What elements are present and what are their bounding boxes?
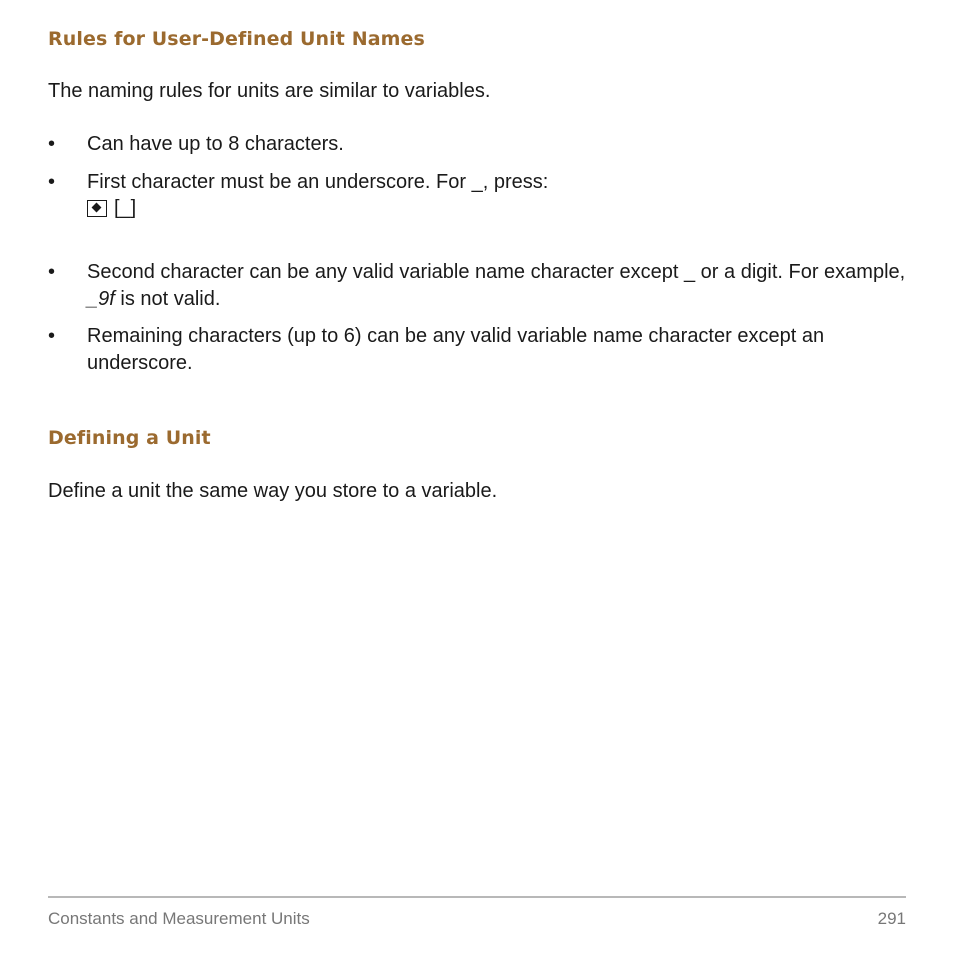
bullet-text: Second character can be any valid variable name character except _ or a digit. For example, _9f is not valid.: [87, 261, 906, 310]
bullet-dot: •: [48, 133, 56, 155]
bullet-item: [48, 323, 908, 377]
bullet-dot: •: [48, 171, 56, 193]
example-unit-name: _9f: [87, 288, 115, 310]
bullet-dot: •: [48, 261, 56, 283]
bullet-text: Remaining characters (up to 6) can be any valid variable name character except an underscore.: [87, 325, 825, 374]
key-sequence: [87, 198, 908, 218]
section-heading-rules: Rules for User-Defined Unit Names: [48, 28, 425, 50]
defining-paragraph: Define a unit the same way you store to a variable.: [48, 480, 498, 502]
underscore-key-label: [_]: [114, 197, 137, 219]
section-heading-defining: Defining a Unit: [48, 427, 211, 449]
footer-divider: [48, 896, 906, 898]
page-number: 291: [877, 909, 906, 928]
bullet-item: [48, 259, 908, 313]
footer-chapter-title: Constants and Measurement Units: [48, 909, 310, 928]
diamond-key-icon: [87, 200, 107, 217]
bullet-item: [48, 131, 908, 158]
bullet-dot: •: [48, 325, 56, 347]
bullet-text: First character must be an underscore. For _, press:: [87, 171, 549, 193]
bullet-text: Can have up to 8 characters.: [87, 133, 344, 155]
intro-paragraph: The naming rules for units are similar to variables.: [48, 80, 491, 102]
bullet-item: [48, 169, 908, 218]
